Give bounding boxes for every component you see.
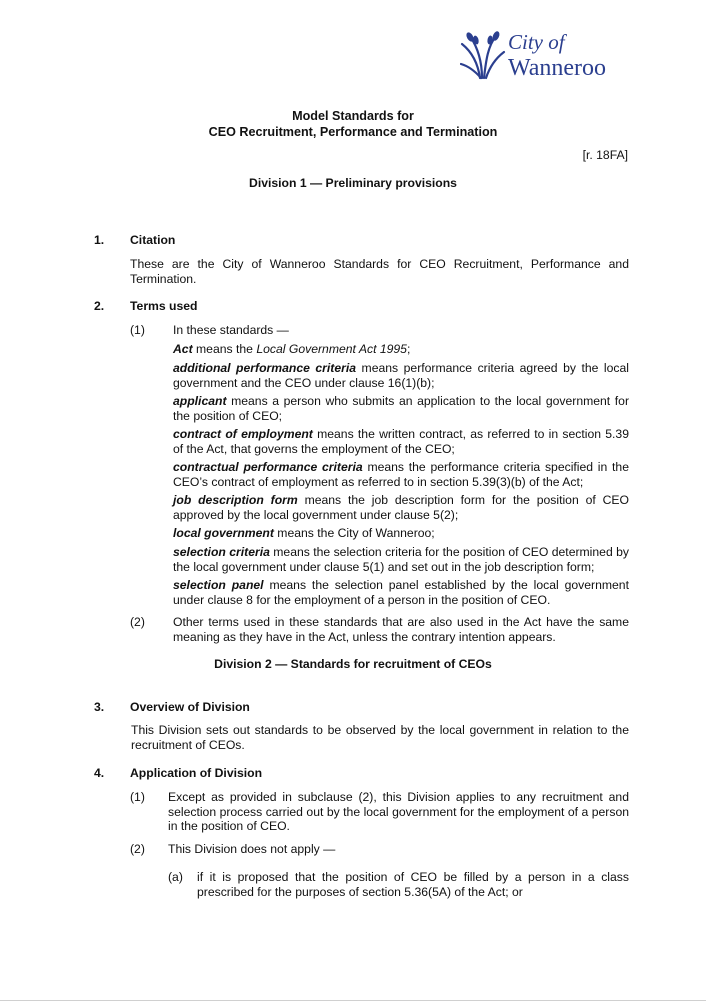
section-2-subclause-2-number: (2) <box>130 615 145 629</box>
act-name: Local Government Act 1995 <box>256 342 407 356</box>
definition-contractual-performance-criteria <box>173 460 629 489</box>
definition-text: means the <box>192 342 257 356</box>
division-2-heading: Division 2 — Standards for recruitment of CEOs <box>214 657 492 671</box>
division-1-heading: Division 1 — Preliminary provisions <box>249 176 457 190</box>
logo-line2: Wanneroo <box>508 55 607 81</box>
definition-text: means the written contract, as referred to in section 5.39 of the Act, that governs the employment of the CEO; <box>173 427 629 456</box>
section-1-number: 1. <box>94 233 105 247</box>
definition-text: means the performance criteria specified in the CEO’s contract of employment as referred to in section 5.39(3)(b) of the Act; <box>173 460 629 489</box>
page-bottom-edge <box>0 1000 706 1001</box>
section-1-heading: Citation <box>130 233 176 247</box>
definition-term: selection panel <box>173 578 264 592</box>
definition-text: means performance criteria agreed by the local government and the CEO under clause 16(1)(b); <box>173 361 629 390</box>
definition-term: additional performance criteria <box>173 361 357 375</box>
definition-selection-criteria <box>173 545 629 574</box>
definition-term: applicant <box>173 394 227 408</box>
section-3-text: This Division sets out standards to be observed by the local government in relation to the recruitment of CEOs. <box>131 723 629 752</box>
section-4-subclause-1-number: (1) <box>130 790 145 804</box>
section-3-heading: Overview of Division <box>130 700 250 714</box>
doc-title-line1: Model Standards for <box>292 109 414 123</box>
section-2-subclause-1-number: (1) <box>130 323 145 337</box>
definition-term: contractual performance criteria <box>173 460 363 474</box>
section-2-number: 2. <box>94 299 105 313</box>
doc-title-line2: CEO Recruitment, Performance and Termination <box>208 125 498 139</box>
definition-term: contract of employment <box>173 427 313 441</box>
definition-applicant <box>173 394 629 423</box>
city-logo <box>460 30 635 82</box>
definition-text: ; <box>406 342 411 356</box>
section-3-number: 3. <box>94 700 105 714</box>
definition-contract-of-employment <box>173 427 629 456</box>
definition-additional-performance-criteria <box>173 361 629 390</box>
definition-term: local government <box>173 526 274 540</box>
definition-local-government <box>173 526 629 541</box>
section-2-subclause-2-text: Other terms used in these standards that are also used in the Act have the same meaning as they have in the Act, unless the contrary intention appears. <box>173 615 629 644</box>
definition-selection-panel <box>173 578 629 607</box>
definition-text: means the job description form for the position of CEO approved by the local government under clause 5(2); <box>173 493 629 522</box>
section-2-subclause-1-text: In these standards — <box>173 323 289 337</box>
section-4-subclause-2-number: (2) <box>130 842 145 856</box>
section-4-heading: Application of Division <box>130 766 263 780</box>
definition-job-description-form <box>173 493 629 522</box>
definition-text: means the selection panel established by the local government under clause 8 for the employment of a person in the position of CEO. <box>173 578 629 607</box>
logo-line1: City of <box>508 30 565 54</box>
section-4-number: 4. <box>94 766 105 780</box>
definition-term: selection criteria <box>173 545 270 559</box>
definition-text: means the selection criteria for the position of CEO determined by the local government under clause 5(1) and set out in the job description form; <box>173 545 629 574</box>
definition-act <box>173 342 629 357</box>
section-2-heading: Terms used <box>130 299 198 313</box>
definition-text: means a person who submits an application to the local government for the position of CEO; <box>173 394 629 423</box>
section-4-subclause-1-text: Except as provided in subclause (2), this Division applies to any recruitment and selection process carried out by the local government for the employment of a person in the position of CEO. <box>168 790 629 834</box>
section-4-paragraph-a-number: (a) <box>168 870 183 884</box>
section-1-text: These are the City of Wanneroo Standards for CEO Recruitment, Performance and Termination. <box>130 257 629 286</box>
reeds-logo-icon <box>460 30 506 80</box>
definition-term: job description form <box>173 493 298 507</box>
definition-term: Act <box>173 342 193 356</box>
section-4-paragraph-a-text: if it is proposed that the position of CEO be filled by a person in a class prescribed for the purposes of section 5.36(5A) of the Act; or <box>197 870 629 899</box>
definition-text: means the City of Wanneroo; <box>273 526 435 540</box>
section-4-subclause-2-text: This Division does not apply — <box>168 842 336 856</box>
regulation-reference: [r. 18FA] <box>582 148 628 162</box>
